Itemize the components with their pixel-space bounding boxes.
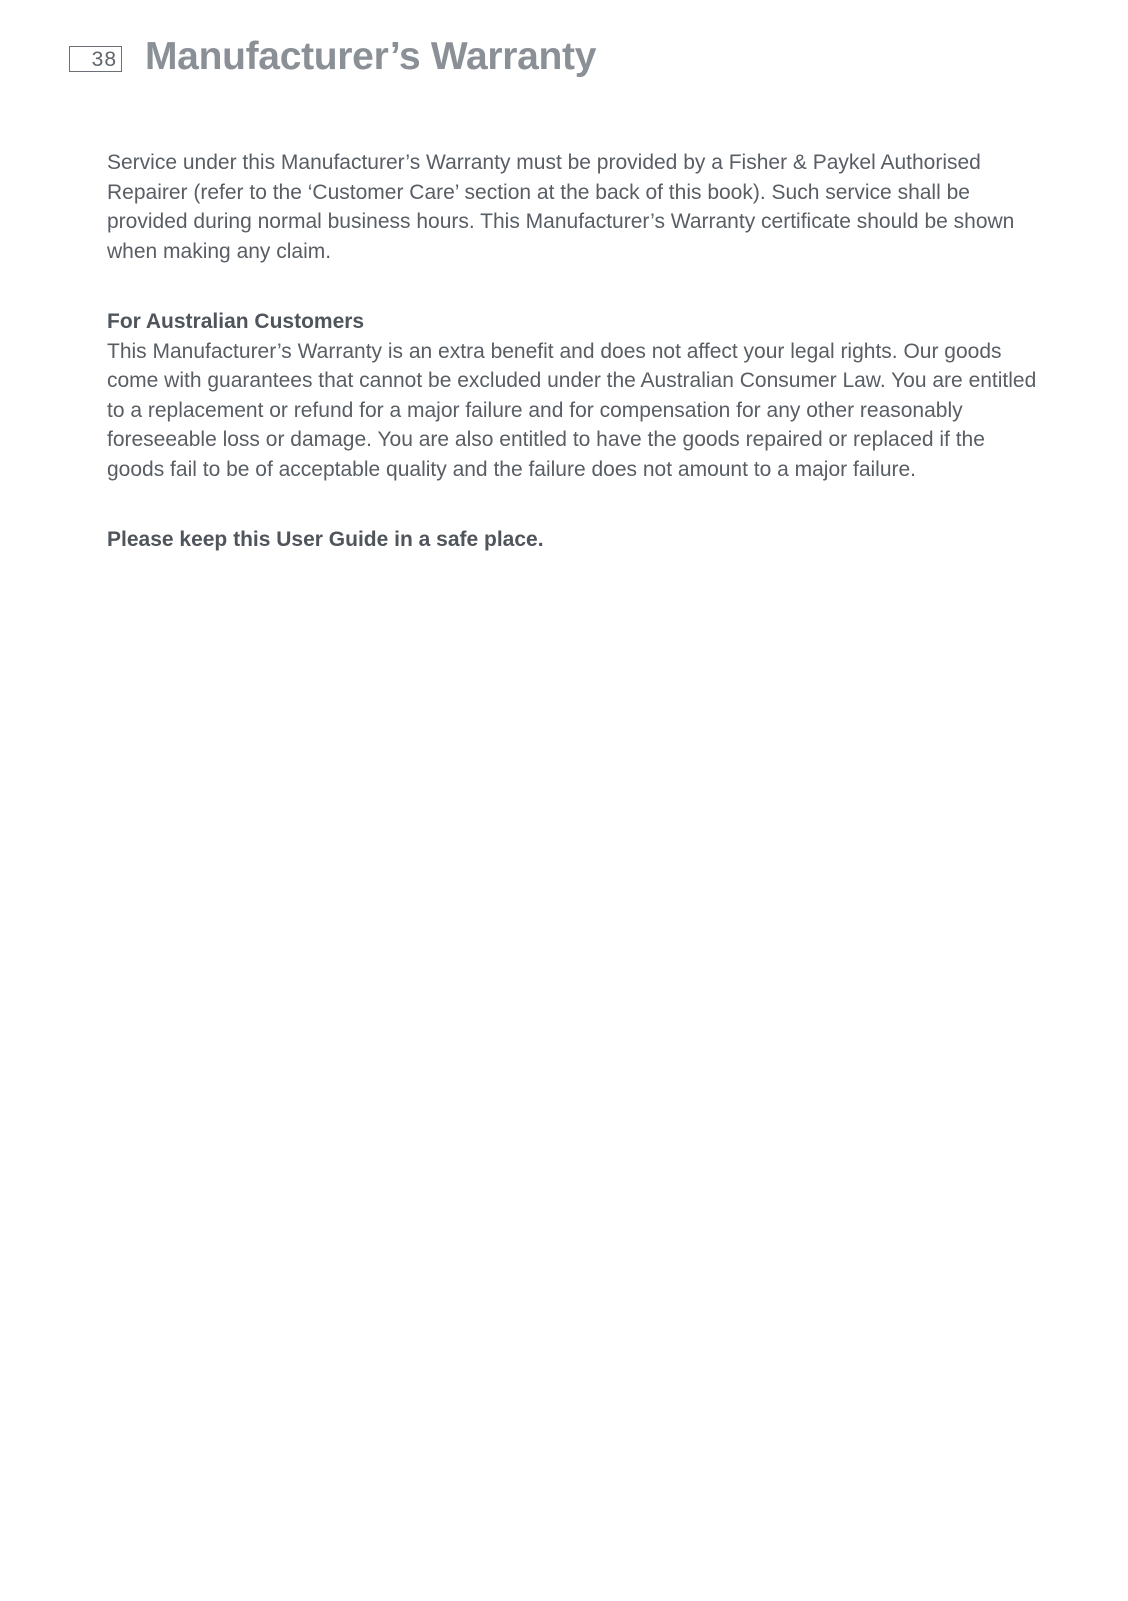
page-number — [69, 46, 122, 72]
australian-customers-heading: For Australian Customers — [107, 310, 365, 333]
closing-note: Please keep this User Guide in a safe place. — [107, 528, 544, 551]
warranty-content — [107, 148, 1042, 555]
australian-customers-section — [107, 307, 1042, 484]
australian-customers-paragraph: This Manufacturer’s Warranty is an extra benefit and does not affect your legal rights. Our goods come with guarantees that cannot be excluded under the Australian Consumer Law. You are entitled to a replacement or refund for a major failure and for compensation for any other reasonably foreseeable loss or damage. You are also entitled to have the goods repaired or replaced if the goods fail to be of acceptable quality and the failure does not amount to a major failure. — [107, 339, 1037, 481]
page-title: Manufacturer’s Warranty — [145, 35, 597, 78]
service-paragraph: Service under this Manufacturer’s Warranty must be provided by a Fisher & Paykel Authorised Repairer (refer to the ‘Customer Care’ section at the back of this book). Such service shall be provided during normal business hours. This Manufacturer’s Warranty certificate should be shown when making any claim. — [107, 151, 1015, 263]
page-number-text: 38 — [91, 47, 117, 71]
